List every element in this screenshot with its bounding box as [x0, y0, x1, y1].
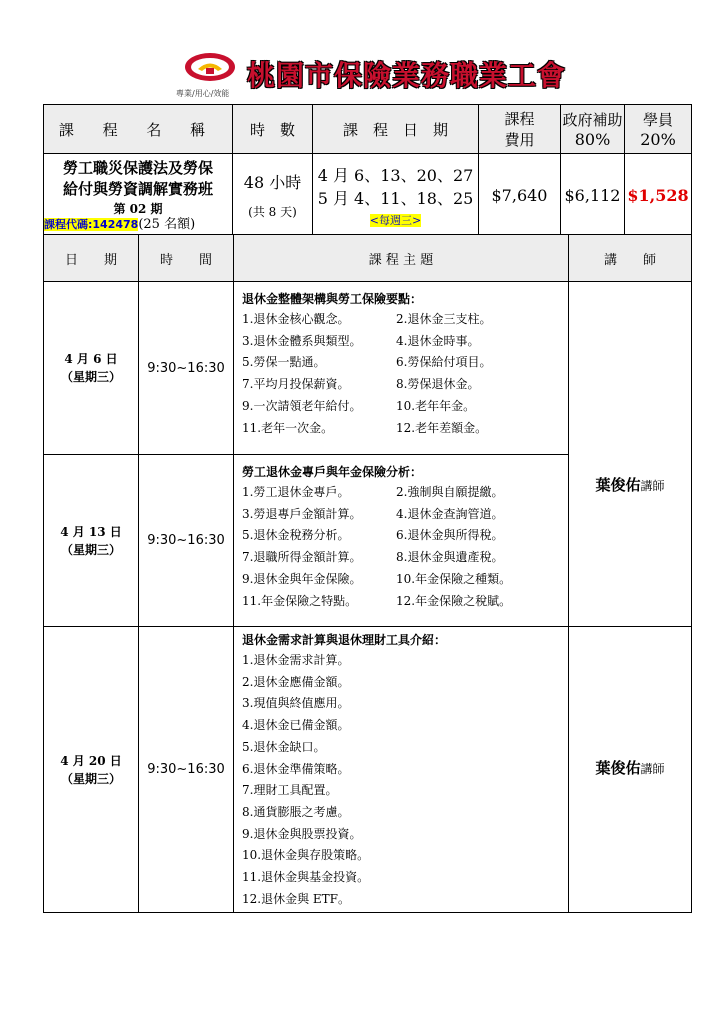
topic-item: 6.勞保給付項目。 — [396, 355, 492, 370]
dates-line1: 4 月 6、13、20、27 — [317, 165, 474, 185]
course-summary-table — [43, 104, 692, 237]
topic-item: 7.理財工具配置。 — [242, 783, 338, 798]
topic-item: 12.老年差額金。 — [396, 420, 488, 435]
session-topic-items — [242, 309, 568, 439]
schedule-table — [43, 234, 692, 913]
topic-item: 10.年金保險之種類。 — [396, 571, 512, 586]
header-gov-subsidy — [561, 105, 625, 154]
weekly-badge: <每週三> — [369, 213, 422, 227]
student-pay-amount: $1,528 — [625, 154, 692, 237]
topic-item: 7.平均月投保薪資。 — [242, 377, 350, 392]
header-fee-line2: 費用 — [504, 131, 535, 149]
session-topic-title: 退休金需求計算與退休理財工具介紹： — [242, 633, 447, 647]
topic-item: 8.通貨膨脹之考慮。 — [242, 804, 350, 819]
header-dates: 課 程 日 期 — [313, 105, 479, 154]
page-header — [0, 0, 724, 104]
header-fee — [479, 105, 561, 154]
course-fee: $7,640 — [479, 154, 561, 237]
teacher-suffix: 講師 — [640, 762, 665, 776]
schedule-header-topic: 課 程 主 題 — [234, 235, 569, 282]
session-topic-cell — [234, 455, 569, 627]
course-quota: (25 名額) — [138, 216, 196, 232]
topic-item: 9.退休金與股票投資。 — [242, 826, 362, 841]
header-student-line2: 20% — [640, 130, 676, 149]
topic-item: 11.退休金與基金投資。 — [242, 870, 370, 885]
course-code-row — [44, 217, 232, 233]
session-topic-cell — [234, 282, 569, 455]
schedule-header-time: 時 間 — [139, 235, 234, 282]
topic-item: 10.退休金與存股策略。 — [242, 848, 370, 863]
session-topic-items — [242, 650, 568, 910]
topic-item: 1.退休金需求計算。 — [242, 653, 350, 667]
topic-item: 5.勞保一點通。 — [242, 355, 326, 370]
session-topic-title: 退休金整體架構與勞工保險要點： — [242, 292, 423, 306]
session-time: 9:30~16:30 — [139, 627, 234, 913]
topic-item: 6.退休金準備策略。 — [242, 761, 350, 776]
topic-item: 4.退休金查詢管道。 — [396, 506, 504, 521]
session-time: 9:30~16:30 — [139, 455, 234, 627]
session-row — [44, 627, 692, 913]
session-topic-title: 勞工退休金專戶與年金保險分析： — [242, 465, 423, 479]
session-date: 4 月 6 日 — [64, 352, 118, 366]
schedule-header-teacher: 講 師 — [569, 235, 692, 282]
topic-item: 9.退休金與年金保險。 — [242, 571, 362, 586]
course-term: 第 02 期 — [113, 201, 163, 216]
teacher-name: 葉俊佑 — [595, 476, 641, 494]
header-student-line1: 學員 — [642, 111, 673, 129]
gov-subsidy-amount: $6,112 — [561, 154, 625, 237]
topic-item: 3.退休金體系與類型。 — [242, 333, 362, 348]
course-name-line2: 給付與勞資調解實務班 — [62, 179, 213, 198]
header-gov-line2: 80% — [574, 130, 611, 149]
dates-line2: 5 月 4、11、18、25 — [317, 188, 474, 208]
course-days: (共 8 天) — [248, 205, 297, 219]
teacher-cell — [569, 627, 692, 913]
topic-item: 3.現值與終值應用。 — [242, 696, 350, 711]
course-code: 課程代碼:142478 — [44, 217, 139, 231]
topic-item: 8.退休金與遺產稅。 — [396, 550, 504, 565]
session-date: 4 月 13 日 — [60, 524, 122, 539]
topic-item: 9.一次請領老年給付。 — [242, 398, 362, 413]
session-weekday: （星期三） — [60, 542, 121, 557]
topic-item: 11.老年一次金。 — [242, 420, 334, 435]
org-name: 桃園市保險業務職業工會 — [247, 59, 567, 92]
topic-item: 12.退休金與 ETF。 — [242, 891, 350, 906]
topic-item: 8.勞保退休金。 — [396, 377, 480, 392]
topic-item: 2.退休金三支柱。 — [396, 312, 492, 326]
session-row — [44, 282, 692, 455]
teacher-cell — [569, 282, 692, 627]
topic-item: 1.退休金核心觀念。 — [242, 312, 350, 326]
topic-item: 10.老年年金。 — [396, 398, 476, 413]
session-weekday: （星期三） — [60, 771, 121, 786]
teacher-suffix: 講師 — [640, 479, 665, 493]
session-time: 9:30~16:30 — [139, 282, 234, 455]
topic-item: 1.勞工退休金專戶。 — [242, 485, 350, 499]
header-student — [625, 105, 692, 154]
header-gov-line1: 政府補助 — [562, 111, 623, 129]
session-weekday: （星期三） — [60, 370, 121, 384]
topic-item: 3.勞退專戶金額計算。 — [242, 506, 362, 521]
topic-item: 4.退休金已備金額。 — [242, 718, 350, 733]
hours-cell — [233, 154, 313, 237]
course-name-line1: 勞工職災保護法及勞保 — [62, 158, 213, 177]
union-logo-icon — [184, 52, 236, 82]
schedule-header-date: 日 期 — [44, 235, 139, 282]
teacher-name: 葉俊佑 — [595, 759, 641, 777]
topic-item: 7.退職所得金額計算。 — [242, 550, 362, 565]
course-hours: 48 小時 — [243, 173, 302, 192]
session-date-cell — [44, 455, 139, 627]
topic-item: 2.退休金應備金額。 — [242, 674, 350, 689]
session-topic-cell — [234, 627, 569, 913]
header-fee-line1: 課程 — [504, 110, 535, 128]
topic-item: 12.年金保險之稅賦。 — [396, 593, 512, 608]
session-date: 4 月 20 日 — [60, 753, 122, 768]
topic-item: 4.退休金時事。 — [396, 333, 480, 348]
topic-item: 11.年金保險之特點。 — [242, 593, 358, 608]
header-course-name: 課 程 名 稱 — [44, 105, 233, 154]
dates-cell — [313, 154, 479, 237]
topic-item: 5.退休金缺口。 — [242, 739, 326, 754]
header-hours: 時 數 — [233, 105, 313, 154]
course-name-cell — [44, 154, 233, 237]
session-date-cell — [44, 282, 139, 455]
session-date-cell — [44, 627, 139, 913]
slogan: 專業/用心/效能 — [176, 89, 230, 98]
topic-item: 6.退休金與所得稅。 — [396, 528, 504, 543]
session-topic-items — [242, 482, 568, 612]
topic-item: 5.退休金稅務分析。 — [242, 528, 350, 543]
topic-item: 2.強制與自願提繳。 — [396, 485, 504, 499]
